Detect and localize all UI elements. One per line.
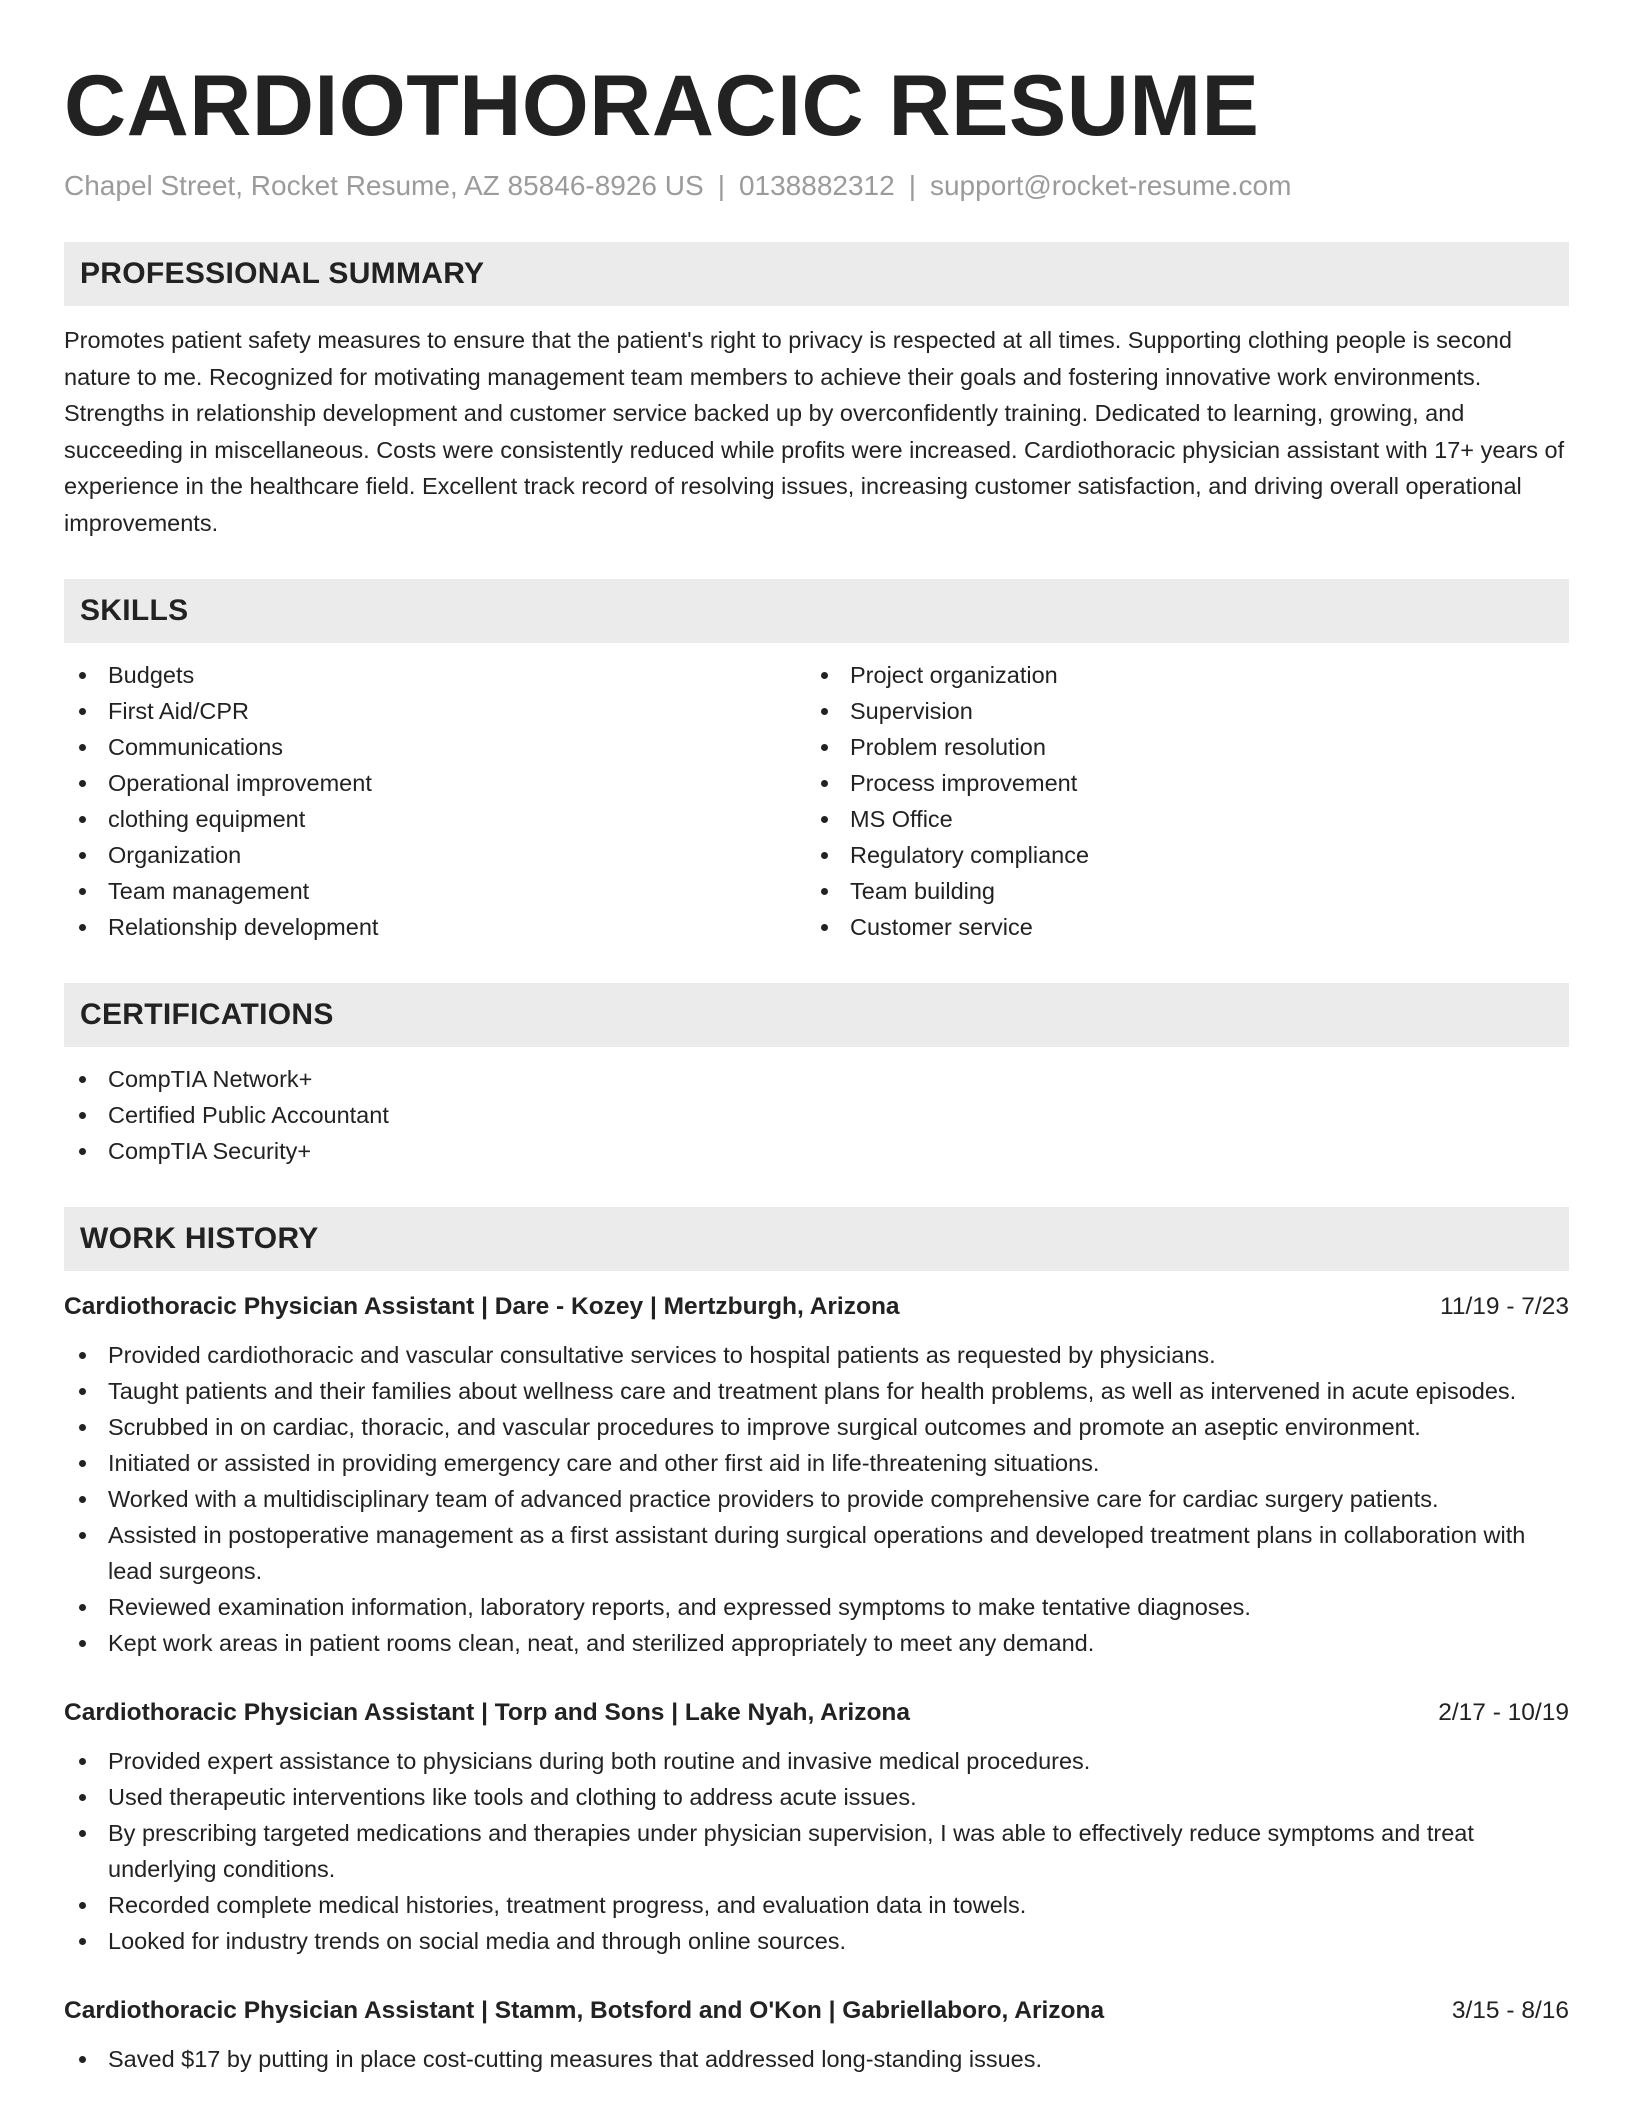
job-duty: Reviewed examination information, laboratory reports, and expressed symptoms to make tentative diagnoses. <box>64 1589 1569 1625</box>
skills-grid <box>64 643 1569 945</box>
job-header <box>64 1289 1569 1325</box>
job-duty: Saved $17 by putting in place cost-cutting measures that addressed long-standing issues. <box>64 2041 1569 2077</box>
job-dates: 2/17 - 10/19 <box>1438 1699 1569 1726</box>
resume-page <box>64 0 1569 2077</box>
job-duty: Recorded complete medical histories, treatment progress, and evaluation data in towels. <box>64 1887 1569 1923</box>
certifications-section-header <box>64 983 1569 1047</box>
job-title: Cardiothoracic Physician Assistant | Torp and Sons | Lake Nyah, Arizona <box>64 1699 911 1726</box>
skill-item: Customer service <box>806 909 1548 945</box>
contact-line <box>64 168 1569 204</box>
skill-item: First Aid/CPR <box>64 693 806 729</box>
skill-item: MS Office <box>806 801 1548 837</box>
job-dates: 3/15 - 8/16 <box>1451 1997 1569 2024</box>
skill-item: Team building <box>806 873 1548 909</box>
certification-item: CompTIA Network+ <box>64 1061 1569 1097</box>
job-duty: Assisted in postoperative management as a first assistant during surgical operations and developed treatment plans in collaboration with lead surgeons. <box>64 1517 1569 1589</box>
job-duty: Provided cardiothoracic and vascular consultative services to hospital patients as requested by physicians. <box>64 1337 1569 1373</box>
work-history-heading: WORK HISTORY <box>80 1222 319 1255</box>
skill-item: Relationship development <box>64 909 806 945</box>
job-header <box>64 1993 1569 2029</box>
contact-email: support@rocket-resume.com <box>929 170 1292 201</box>
job-duty: Worked with a multidisciplinary team of advanced practice providers to provide comprehensive care for cardiac surgery patients. <box>64 1481 1569 1517</box>
skills-heading: SKILLS <box>80 594 189 627</box>
skill-item: Project organization <box>806 657 1548 693</box>
job-duties-list <box>64 1743 1569 1959</box>
job-entry <box>64 1993 1569 2077</box>
job-duties-list <box>64 2041 1569 2077</box>
job-duties-list <box>64 1337 1569 1661</box>
certifications-heading: CERTIFICATIONS <box>80 998 334 1031</box>
job-entry <box>64 1695 1569 1959</box>
work-history-section-header <box>64 1207 1569 1271</box>
skill-item: Regulatory compliance <box>806 837 1548 873</box>
skill-item: Problem resolution <box>806 729 1548 765</box>
summary-section-header <box>64 242 1569 306</box>
summary-heading: PROFESSIONAL SUMMARY <box>80 257 485 290</box>
skill-item: Team management <box>64 873 806 909</box>
resume-name: CARDIOTHORACIC RESUME <box>64 58 1260 154</box>
certification-item: Certified Public Accountant <box>64 1097 1569 1133</box>
certifications-list <box>64 1061 1569 1169</box>
skill-item: clothing equipment <box>64 801 806 837</box>
job-entry <box>64 1289 1569 1661</box>
job-duty: Used therapeutic interventions like tools and clothing to address acute issues. <box>64 1779 1569 1815</box>
contact-address: Chapel Street, Rocket Resume, AZ 85846-8926 US <box>64 170 704 201</box>
job-dates: 11/19 - 7/23 <box>1440 1293 1569 1320</box>
skill-item: Process improvement <box>806 765 1548 801</box>
job-header <box>64 1695 1569 1731</box>
job-duty: Kept work areas in patient rooms clean, neat, and sterilized appropriately to meet any demand. <box>64 1625 1569 1661</box>
skill-item: Communications <box>64 729 806 765</box>
contact-separator: | <box>717 170 725 201</box>
job-title: Cardiothoracic Physician Assistant | Stamm, Botsford and O'Kon | Gabriellaboro, Arizona <box>64 1997 1105 2024</box>
skill-item: Budgets <box>64 657 806 693</box>
job-duty: Provided expert assistance to physicians during both routine and invasive medical procedures. <box>64 1743 1569 1779</box>
job-duty: Taught patients and their families about wellness care and treatment plans for health problems, as well as intervened in acute episodes. <box>64 1373 1569 1409</box>
job-duty: Looked for industry trends on social media and through online sources. <box>64 1923 1569 1959</box>
skills-list-left <box>64 657 806 945</box>
contact-separator: | <box>908 170 916 201</box>
skills-section-header <box>64 579 1569 643</box>
skills-list-right <box>806 657 1548 945</box>
skill-item: Operational improvement <box>64 765 806 801</box>
contact-phone: 0138882312 <box>738 170 895 201</box>
job-duty: By prescribing targeted medications and therapies under physician supervision, I was able to effectively reduce symptoms and treat underlying conditions. <box>64 1815 1569 1887</box>
skill-item: Organization <box>64 837 806 873</box>
skill-item: Supervision <box>806 693 1548 729</box>
certification-item: CompTIA Security+ <box>64 1133 1569 1169</box>
job-duty: Scrubbed in on cardiac, thoracic, and vascular procedures to improve surgical outcomes and promote an aseptic environment. <box>64 1409 1569 1445</box>
job-title: Cardiothoracic Physician Assistant | Dare - Kozey | Mertzburgh, Arizona <box>64 1293 900 1320</box>
summary-text: Promotes patient safety measures to ensure that the patient's right to privacy is respected at all times. Supporting clothing people is second nature to me. Recognized for motivating management team members to achieve their goals and fostering innovative work environments. Strengths in relationship development and customer service backed up by overconfidently training. Dedicated to learning, growing, and succeeding in miscellaneous. Costs were consistently reduced while profits were increased. Cardiothoracic physician assistant with 17+ years of experience in the healthcare field. Excellent track record of resolving issues, increasing customer satisfaction, and driving overall operational improvements. <box>64 327 1565 536</box>
job-duty: Initiated or assisted in providing emergency care and other first aid in life-threatening situations. <box>64 1445 1569 1481</box>
